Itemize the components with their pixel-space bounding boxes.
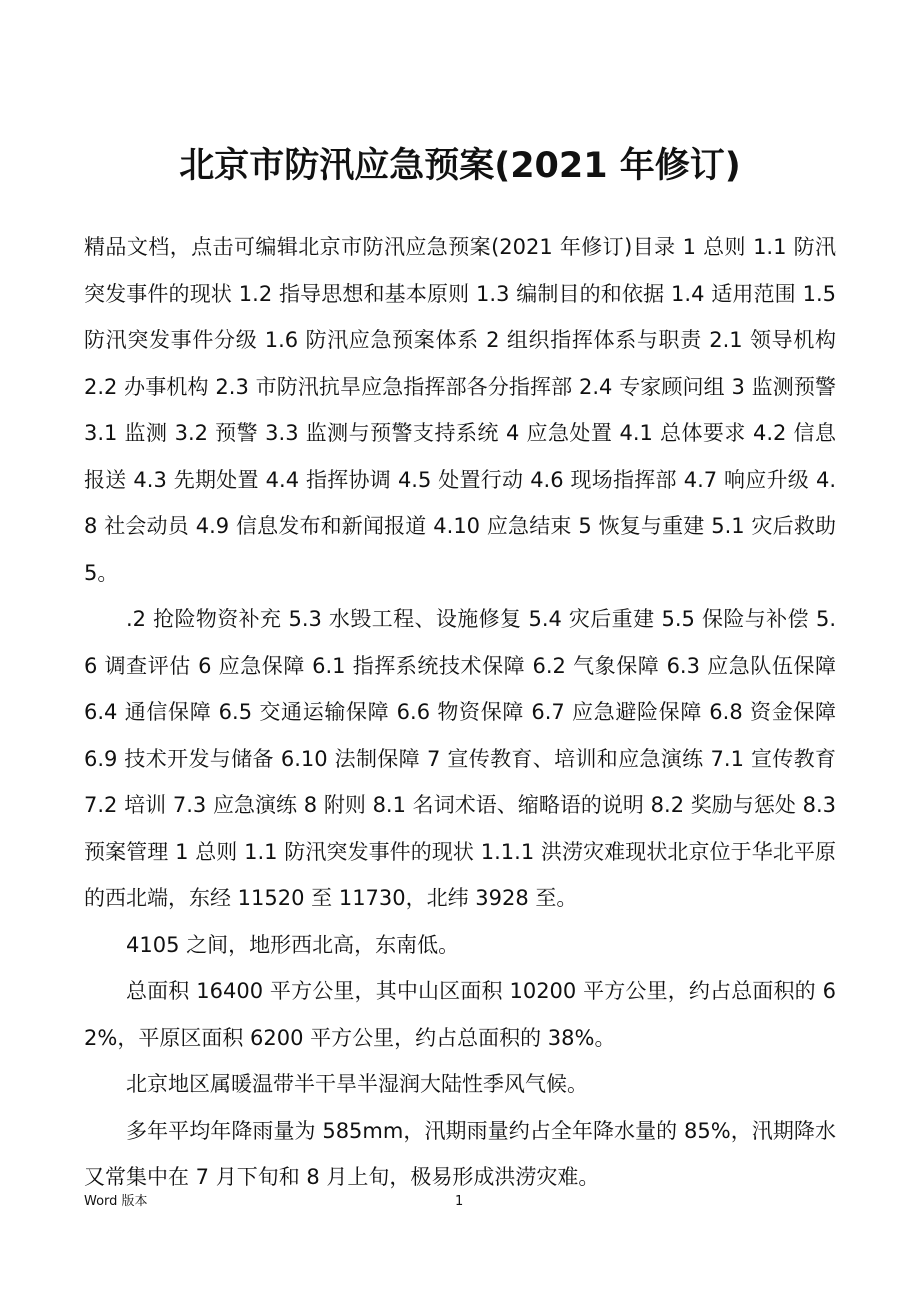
paragraph-area: 总面积 16400 平方公里，其中山区面积 10200 平方公里，约占总面积的 62%，平原区面积 6200 平方公里，约占总面积的 38%。 [84,979,836,1050]
paragraph-climate: 北京地区属暖温带半干旱半湿润大陆性季风气候。 [126,1072,588,1096]
document-body [84,224,836,1201]
document-title: 北京市防汛应急预案(2021 年修订) [179,146,741,186]
paragraph-rainfall: 多年平均年降雨量为 585mm，汛期雨量约占全年降水量的 85%，汛期降水又常集中在 7 月下旬和 8 月上旬，极易形成洪涝灾难。 [84,1118,836,1189]
footer-version-label: Word 版本 [84,1194,148,1209]
footer-page-number: 1 [455,1194,464,1209]
paragraph-terrain: 4105 之间，地形西北高，东南低。 [126,932,460,957]
paragraph-contents-continued: .2 抢险物资补充 5.3 水毁工程、设施修复 5.4 灾后重建 5.5 保险与补偿 5.6 调查评估 6 应急保障 6.1 指挥系统技术保障 6.2 气象保障 6.3 应急队伍保障 6.4 通信保障 6.5 交通运输保障 6.6 物资保障 6.7 应急避险保障 6.8 资金保障 6.9 技术开发与储备 6.10 法制保障 7 宣传教育、培训和应急演练 7.1 宣传教育 7.2 培训 7.3 应急演练 8 附则 8.1 名词术语、缩略语的说明 8.2 奖励与惩处 8.3 预案管理 1 总则 1.1 防汛突发事件的现状 1.1.1 洪涝灾难现状北京位于华北平原的西北端，东经 11520 至 11730，北纬 3928 至。 [84,607,836,910]
paragraph-table-of-contents: 精品文档，点击可编辑北京市防汛应急预案(2021 年修订)目录 1 总则 1.1 防汛突发事件的现状 1.2 指导思想和基本原则 1.3 编制目的和依据 1.4 适用范围 1.5 防汛突发事件分级 1.6 防汛应急预案体系 2 组织指挥体系与职责 2.1 领导机构 2.2 办事机构 2.3 市防汛抗旱应急指挥部各分指挥部 2.4 专家顾问组 3 监测预警 3.1 监测 3.2 预警 3.3 监测与预警支持系统 4 应急处置 4.1 总体要求 4.2 信息报送 4.3 先期处置 4.4 指挥协调 4.5 处置行动 4.6 现场指挥部 4.7 响应升级 4.8 社会动员 4.9 信息发布和新闻报道 4.10 应急结束 5 恢复与重建 5.1 灾后救助 5。 [84,235,836,585]
